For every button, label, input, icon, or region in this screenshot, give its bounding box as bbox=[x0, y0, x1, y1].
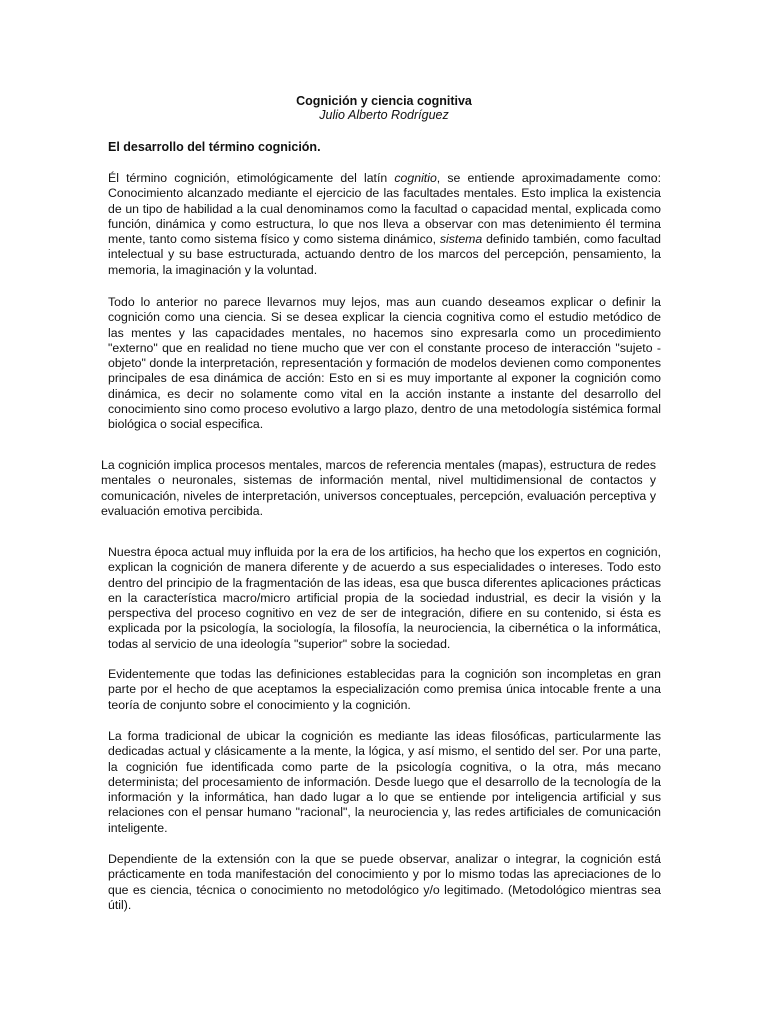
paragraph-1-term-sistema: sistema bbox=[439, 232, 483, 247]
paragraph-4: Nuestra época actual muy influida por la era de los artificios, ha hecho que los expertos en cognición, explican la cognición de manera diferente y de acuerdo a sus especialidades o intereses. Todo esto dentro del principio de la fragmentación de las ideas, esa que busca diferentes aplicaciones prácticas en la característica macro/micro artificial propia de la sociedad industrial, es decir la visión y la perspectiva del proceso cognitivo en vez de ser de integración, difiere en su contenido, si ésta es explicada por la psicología, la sociología, la filosofía, la neurociencia, la cibernética o la informática, todas al servicio de una ideología "superior" sobre la sociedad. bbox=[108, 545, 661, 651]
paragraph-1-text-c: , se entiende aproximadamente como: Conocimiento alcanzado mediante el ejercicio de las facultades mentales. Esto implica la existencia de un tipo de habilidad a la cual denominamos como la facultad o capacidad mental, explicada como función, dinámica y como estructura, lo que nos lleva a observar con mas detenimiento él termina mente, tanto como sistema físico y como sistema dinámico, bbox=[108, 171, 662, 247]
paragraph-6: La forma tradicional de ubicar la cognición es mediante las ideas filosóficas, particularmente las dedicadas actual y clásicamente a la mente, la lógica, y así mismo, el sentido del ser. Por una parte, la cognición fue identificada como parte de la psicología cognitiva, o la otra, más mecano determinista; del procesamiento de información. Desde luego que el desarrollo de la tecnología de la información y la informática, han dado lugar a lo que se entiende por inteligencia artificial y sus relaciones con el pensar humano "racional", la neurociencia y, las redes artificiales de comunicación inteligente. bbox=[108, 729, 661, 835]
document-title: Cognición y ciencia cognitiva bbox=[296, 94, 472, 108]
paragraph-5: Evidentemente que todas las definiciones establecidas para la cognición son incompletas en gran parte por el hecho de que aceptamos la especialización como premisa única intocable frente a una teoría de conjunto sobre el conocimiento y la cognición. bbox=[108, 667, 661, 712]
section-heading: El desarrollo del término cognición. bbox=[108, 140, 321, 154]
paragraph-7: Dependiente de la extensión con la que se puede observar, analizar o integrar, la cognición está prácticamente en toda manifestación del conocimiento y por lo mismo todas las apreciaciones de lo que es ciencia, técnica o conocimiento no metodológico y/o legitimado. (Metodológico mientras sea útil). bbox=[108, 852, 661, 912]
paragraph-3: La cognición implica procesos mentales, marcos de referencia mentales (mapas), estructura de redes mentales o neuronales, sistemas de información mental, nivel multidimensional de contactos y comunicación, niveles de interpretación, universos conceptuales, percepción, evaluación perceptiva y evaluación emotiva percibida. bbox=[101, 458, 656, 518]
paragraph-2: Todo lo anterior no parece llevarnos muy lejos, mas aun cuando deseamos explicar o definir la cognición como una ciencia. Si se desea explicar la ciencia cognitiva como el estudio metódico de las mentes y las capacidades mentales, no hacemos sino expresarla como un procedimiento "externo" que en realidad no tiene mucho que ver con el constante proceso de interacción "sujeto - objeto" donde la interpretación, representación y formación de modelos devienen como componentes principales de esa dinámica de acción: Esto en si es muy importante al exponer la cognición como dinámica, es decir no solamente como vital en la acción instante a instante del desarrollo del conocimiento sino como proceso evolutivo a largo plazo, dentro de una metodología sistémica formal biológica o social especifica. bbox=[108, 295, 661, 432]
paragraph-1-text-e: definido también, como facultad intelectual y su base estructurada, actuando dentro de los marcos del percepción, pensamiento, la memoria, la imaginación y la voluntad. bbox=[108, 232, 661, 277]
paragraph-1-term-cognitio: cognitio bbox=[394, 171, 437, 185]
paragraph-1-text-a: Él término cognición, etimológicamente del latín bbox=[108, 171, 395, 185]
document-author: Julio Alberto Rodríguez bbox=[319, 108, 449, 122]
paragraph-1 bbox=[108, 171, 661, 278]
